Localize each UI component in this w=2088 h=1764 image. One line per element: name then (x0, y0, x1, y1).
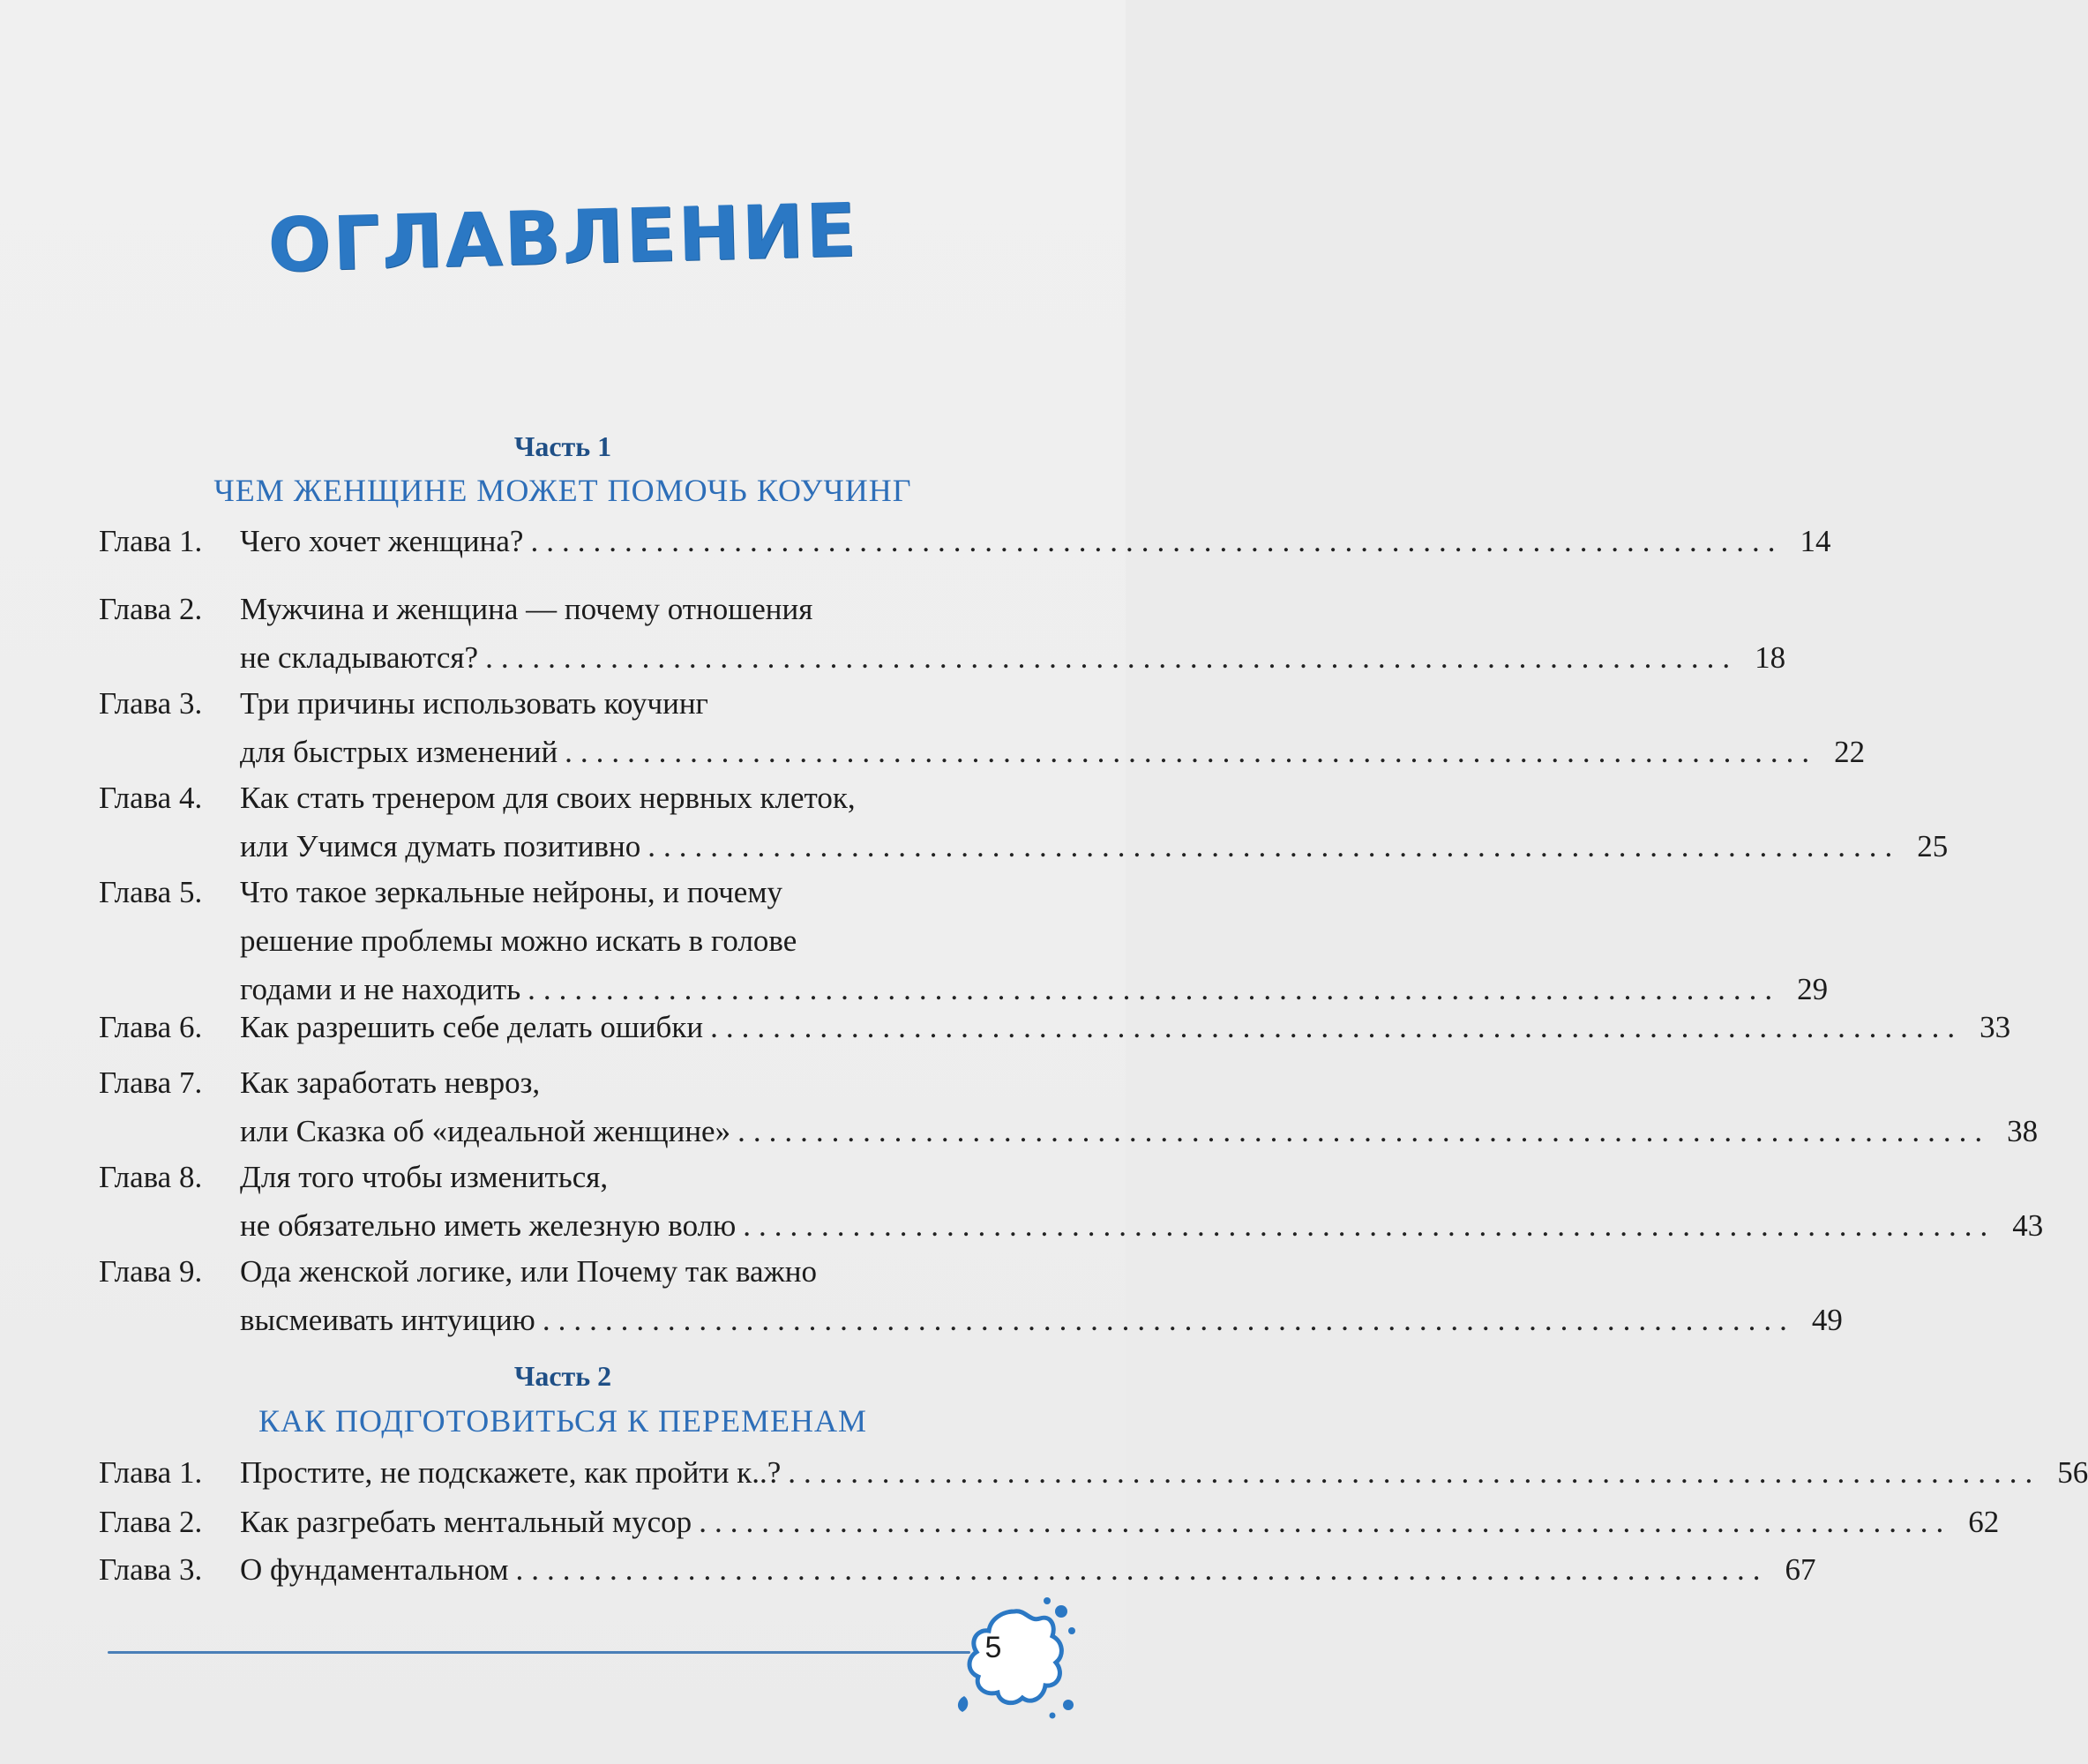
dot-leader: ................................................................................ (647, 829, 1901, 863)
toc-entry[interactable] (99, 1498, 2000, 1546)
dot-leader: ................................................................................ (788, 1455, 2041, 1490)
page-ref: 49 (1811, 1303, 1843, 1337)
dot-leader: ................................................................................ (485, 640, 1739, 675)
chapter-label: Глава 6. (99, 1010, 203, 1044)
chapter-title-line: Мужчина и женщина — почему отношения (240, 592, 813, 626)
page-ref: 56 (2057, 1455, 2088, 1490)
chapter-title-line: или Учимся думать позитивно (240, 829, 641, 863)
chapter-title-line: Для того чтобы измениться, (240, 1160, 609, 1194)
chapter-label: Глава 8. (99, 1160, 203, 1194)
chapter-title-line: высмеивать интуицию (240, 1303, 535, 1337)
page-ref: 14 (1800, 524, 1831, 558)
chapter-title-line: не обязательно иметь железную волю (240, 1208, 737, 1243)
chapter-label: Глава 3. (99, 686, 203, 721)
chapter-label: Глава 7. (99, 1065, 203, 1100)
dot-leader: ................................................................................ (530, 524, 1784, 558)
chapter-label: Глава 2. (99, 592, 203, 626)
page-ref: 29 (1797, 972, 1829, 1006)
toc-entry[interactable] (99, 868, 1829, 1013)
page-ref: 25 (1917, 829, 1949, 863)
chapter-label: Глава 1. (99, 1455, 203, 1490)
chapter-title-line: Чего хочет женщина? (240, 524, 524, 558)
dot-leader: ................................................................................ (737, 1114, 1991, 1148)
chapter-title-line: Ода женской логике, или Почему так важно (240, 1254, 817, 1289)
part-title: ЧЕМ ЖЕНЩИНЕ МОЖЕТ ПОМОЧЬ КОУЧИНГ (213, 473, 912, 508)
chapter-title-line: для быстрых изменений (240, 735, 558, 769)
toc-entry[interactable] (99, 1153, 2044, 1250)
part-number: Часть 1 (513, 430, 612, 462)
page-title: ОГЛАВЛЕНИЕ (266, 186, 859, 289)
part-number: Часть 2 (513, 1360, 612, 1392)
toc-entry[interactable] (99, 1448, 2088, 1497)
chapter-label: Глава 2. (99, 1505, 203, 1539)
chapter-title-line: не складываются? (240, 640, 479, 675)
dot-leader: ................................................................................ (528, 972, 1781, 1006)
toc-entry[interactable] (99, 1247, 1843, 1344)
chapter-title-line: Три причины использовать коучинг (240, 686, 708, 721)
chapter-title-line: решение проблемы можно искать в голове (240, 923, 797, 958)
dot-leader: ................................................................................ (699, 1505, 1952, 1539)
chapter-title-line: Простите, не подскажете, как пройти к..? (240, 1455, 782, 1490)
page-ref: 18 (1755, 640, 1786, 675)
chapter-label: Глава 3. (99, 1552, 203, 1587)
dot-leader: ................................................................................ (515, 1552, 1769, 1587)
page-ref: 67 (1785, 1552, 1816, 1587)
chapter-title-line: О фундаментальном (240, 1552, 509, 1587)
page-ref: 43 (2012, 1208, 2044, 1243)
page-ref: 33 (1979, 1010, 2011, 1044)
chapter-title-line: Как заработать невроз, (240, 1065, 541, 1100)
chapter-title-line: годами и не находить (240, 972, 521, 1006)
chapter-title-line: Как разгребать ментальный мусор (240, 1505, 692, 1539)
chapter-label: Глава 1. (99, 524, 203, 558)
page-ref: 38 (2007, 1114, 2039, 1148)
chapter-title-line: Как разрешить себе делать ошибки (240, 1010, 704, 1044)
dot-leader: ................................................................................ (542, 1303, 1795, 1337)
toc-entry[interactable] (99, 1003, 2011, 1051)
dot-leader: ................................................................................ (743, 1208, 1996, 1243)
bottom-rule (108, 1651, 970, 1654)
toc-entry[interactable] (99, 774, 1949, 871)
page-ref: 22 (1834, 735, 1866, 769)
chapter-label: Глава 9. (99, 1254, 203, 1289)
toc-entry[interactable] (99, 679, 1866, 776)
toc-entry[interactable] (99, 517, 1831, 565)
dot-leader: ................................................................................ (710, 1010, 1964, 1044)
page-number: 5 (984, 1631, 1002, 1664)
chapter-label: Глава 5. (99, 875, 203, 909)
chapter-title-line: Что такое зеркальные нейроны, и почему (240, 875, 782, 909)
dot-leader: ................................................................................ (565, 735, 1818, 769)
toc-entry[interactable] (99, 1058, 2039, 1155)
part-title: КАК ПОДГОТОВИТЬСЯ К ПЕРЕМЕНАМ (258, 1403, 868, 1439)
chapter-title-line: Как стать тренером для своих нервных клеток, (240, 781, 856, 815)
chapter-label: Глава 4. (99, 781, 203, 815)
chapter-title-line: или Сказка об «идеальной женщине» (240, 1114, 731, 1148)
toc-entry[interactable] (99, 1545, 1816, 1594)
toc-entry[interactable] (99, 585, 1786, 682)
page-ref: 62 (1968, 1505, 2000, 1539)
